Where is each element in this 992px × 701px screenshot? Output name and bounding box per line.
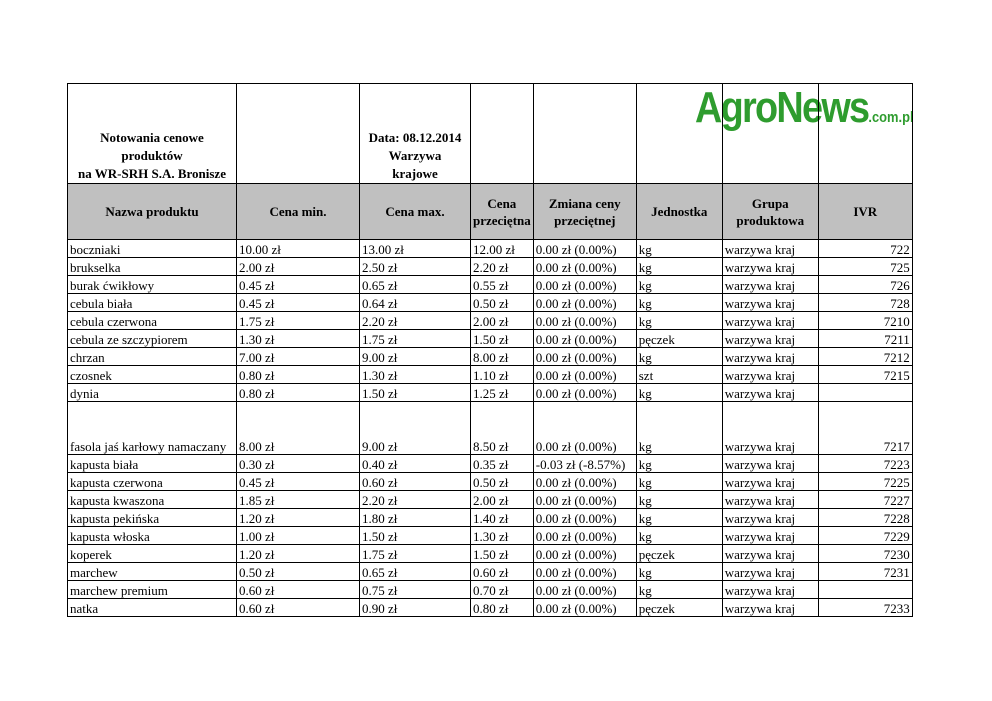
- price-avg-cell: 2.00 zł: [471, 491, 534, 509]
- unit-cell: kg: [636, 348, 722, 366]
- product-group-cell: warzywa kraj: [722, 563, 818, 581]
- price-min-cell: 1.20 zł: [237, 509, 360, 527]
- table-row: [68, 312, 913, 330]
- product-group-cell: warzywa kraj: [722, 312, 818, 330]
- price-max-cell: 9.00 zł: [360, 402, 471, 455]
- product-name-cell: natka: [68, 599, 237, 617]
- product-group-cell: warzywa kraj: [722, 348, 818, 366]
- price-table: [67, 83, 913, 617]
- product-group-cell: warzywa kraj: [722, 294, 818, 312]
- table-row: [68, 545, 913, 563]
- price-avg-cell: 1.50 zł: [471, 330, 534, 348]
- price-max-cell: 0.65 zł: [360, 563, 471, 581]
- price-avg-cell: 1.30 zł: [471, 527, 534, 545]
- price-change-cell: 0.00 zł (0.00%): [533, 240, 636, 258]
- table-row: [68, 276, 913, 294]
- price-min-cell: 0.45 zł: [237, 473, 360, 491]
- product-group-cell: warzywa kraj: [722, 599, 818, 617]
- price-avg-cell: 0.35 zł: [471, 455, 534, 473]
- price-change-cell: -0.03 zł (-8.57%): [533, 455, 636, 473]
- ivr-code-cell: 7231: [818, 563, 912, 581]
- ivr-code-cell: [818, 581, 912, 599]
- unit-cell: kg: [636, 527, 722, 545]
- table-row: [68, 599, 913, 617]
- price-max-cell: 1.50 zł: [360, 384, 471, 402]
- unit-cell: kg: [636, 402, 722, 455]
- price-avg-cell: 2.20 zł: [471, 258, 534, 276]
- product-group-cell: warzywa kraj: [722, 366, 818, 384]
- price-avg-cell: 12.00 zł: [471, 240, 534, 258]
- price-max-cell: 9.00 zł: [360, 348, 471, 366]
- unit-cell: kg: [636, 455, 722, 473]
- product-group-cell: warzywa kraj: [722, 258, 818, 276]
- price-max-cell: 0.64 zł: [360, 294, 471, 312]
- unit-cell: pęczek: [636, 545, 722, 563]
- col-header-name: Nazwa produktu: [68, 184, 237, 240]
- price-avg-cell: 8.50 zł: [471, 402, 534, 455]
- ivr-code-cell: 7217: [818, 402, 912, 455]
- unit-cell: kg: [636, 581, 722, 599]
- product-name-cell: kapusta czerwona: [68, 473, 237, 491]
- unit-cell: pęczek: [636, 599, 722, 617]
- price-max-cell: 1.75 zł: [360, 545, 471, 563]
- ivr-code-cell: 725: [818, 258, 912, 276]
- price-max-cell: 0.90 zł: [360, 599, 471, 617]
- unit-cell: kg: [636, 491, 722, 509]
- unit-cell: kg: [636, 294, 722, 312]
- price-change-cell: 0.00 zł (0.00%): [533, 402, 636, 455]
- ivr-code-cell: 7228: [818, 509, 912, 527]
- product-group-cell: warzywa kraj: [722, 509, 818, 527]
- ivr-code-cell: 7229: [818, 527, 912, 545]
- ivr-code-cell: 7215: [818, 366, 912, 384]
- price-avg-cell: 1.40 zł: [471, 509, 534, 527]
- price-min-cell: 0.45 zł: [237, 276, 360, 294]
- price-avg-cell: 0.80 zł: [471, 599, 534, 617]
- price-change-cell: 0.00 zł (0.00%): [533, 348, 636, 366]
- price-max-cell: 0.65 zł: [360, 276, 471, 294]
- price-max-cell: 1.80 zł: [360, 509, 471, 527]
- product-name-cell: boczniaki: [68, 240, 237, 258]
- table-row: [68, 384, 913, 402]
- price-min-cell: 0.50 zł: [237, 563, 360, 581]
- ivr-code-cell: 722: [818, 240, 912, 258]
- unit-cell: kg: [636, 240, 722, 258]
- product-group-cell: warzywa kraj: [722, 402, 818, 455]
- product-name-cell: kapusta pekińska: [68, 509, 237, 527]
- price-avg-cell: 1.25 zł: [471, 384, 534, 402]
- product-name-cell: kapusta biała: [68, 455, 237, 473]
- title-row: [68, 84, 913, 184]
- table-row: [68, 491, 913, 509]
- product-group-cell: warzywa kraj: [722, 491, 818, 509]
- ivr-code-cell: 728: [818, 294, 912, 312]
- price-min-cell: 7.00 zł: [237, 348, 360, 366]
- price-change-cell: 0.00 zł (0.00%): [533, 509, 636, 527]
- product-name-cell: burak ćwikłowy: [68, 276, 237, 294]
- price-change-cell: 0.00 zł (0.00%): [533, 491, 636, 509]
- col-header-max: Cena max.: [360, 184, 471, 240]
- product-name-cell: cebula ze szczypiorem: [68, 330, 237, 348]
- product-name-cell: chrzan: [68, 348, 237, 366]
- price-avg-cell: 0.50 zł: [471, 294, 534, 312]
- price-avg-cell: 0.55 zł: [471, 276, 534, 294]
- table-row: [68, 402, 913, 455]
- price-min-cell: 0.60 zł: [237, 581, 360, 599]
- unit-cell: kg: [636, 509, 722, 527]
- product-name-cell: kapusta kwaszona: [68, 491, 237, 509]
- unit-cell: kg: [636, 384, 722, 402]
- price-change-cell: 0.00 zł (0.00%): [533, 312, 636, 330]
- price-min-cell: 0.60 zł: [237, 599, 360, 617]
- ivr-code-cell: 7211: [818, 330, 912, 348]
- price-min-cell: 0.80 zł: [237, 384, 360, 402]
- price-change-cell: 0.00 zł (0.00%): [533, 276, 636, 294]
- unit-cell: pęczek: [636, 330, 722, 348]
- price-change-cell: 0.00 zł (0.00%): [533, 563, 636, 581]
- product-group-cell: warzywa kraj: [722, 276, 818, 294]
- ivr-code-cell: 7227: [818, 491, 912, 509]
- ivr-code-cell: 7233: [818, 599, 912, 617]
- price-max-cell: 2.20 zł: [360, 491, 471, 509]
- product-name-cell: dynia: [68, 384, 237, 402]
- product-name-cell: marchew: [68, 563, 237, 581]
- price-min-cell: 1.20 zł: [237, 545, 360, 563]
- col-header-ivr: IVR: [818, 184, 912, 240]
- unit-cell: kg: [636, 312, 722, 330]
- price-max-cell: 0.60 zł: [360, 473, 471, 491]
- price-change-cell: 0.00 zł (0.00%): [533, 527, 636, 545]
- product-group-cell: warzywa kraj: [722, 455, 818, 473]
- price-min-cell: 1.00 zł: [237, 527, 360, 545]
- unit-cell: kg: [636, 563, 722, 581]
- col-header-min: Cena min.: [237, 184, 360, 240]
- price-max-cell: 13.00 zł: [360, 240, 471, 258]
- product-name-cell: koperek: [68, 545, 237, 563]
- table-row: [68, 240, 913, 258]
- price-min-cell: 2.00 zł: [237, 258, 360, 276]
- price-min-cell: 0.30 zł: [237, 455, 360, 473]
- price-change-cell: 0.00 zł (0.00%): [533, 545, 636, 563]
- col-header-avg: Cena przeciętna: [471, 184, 534, 240]
- product-name-cell: cebula czerwona: [68, 312, 237, 330]
- table-row: [68, 258, 913, 276]
- ivr-code-cell: [818, 384, 912, 402]
- price-min-cell: 1.75 zł: [237, 312, 360, 330]
- price-max-cell: 1.30 zł: [360, 366, 471, 384]
- product-group-cell: warzywa kraj: [722, 545, 818, 563]
- price-change-cell: 0.00 zł (0.00%): [533, 366, 636, 384]
- price-change-cell: 0.00 zł (0.00%): [533, 384, 636, 402]
- table-row: [68, 294, 913, 312]
- table-row: [68, 348, 913, 366]
- ivr-code-cell: 7223: [818, 455, 912, 473]
- price-max-cell: 0.75 zł: [360, 581, 471, 599]
- price-avg-cell: 1.50 zł: [471, 545, 534, 563]
- table-row: [68, 527, 913, 545]
- price-max-cell: 2.20 zł: [360, 312, 471, 330]
- ivr-code-cell: 7230: [818, 545, 912, 563]
- price-min-cell: 1.30 zł: [237, 330, 360, 348]
- product-name-cell: fasola jaś karłowy namaczany: [68, 402, 237, 455]
- table-row: [68, 366, 913, 384]
- table-row: [68, 455, 913, 473]
- price-change-cell: 0.00 zł (0.00%): [533, 258, 636, 276]
- table-row: [68, 563, 913, 581]
- price-avg-cell: 2.00 zł: [471, 312, 534, 330]
- column-header-row: [68, 184, 913, 240]
- product-name-cell: brukselka: [68, 258, 237, 276]
- price-change-cell: 0.00 zł (0.00%): [533, 473, 636, 491]
- price-avg-cell: 8.00 zł: [471, 348, 534, 366]
- logo-domain-text: .com.pl: [868, 109, 914, 126]
- price-min-cell: 8.00 zł: [237, 402, 360, 455]
- price-min-cell: 1.85 zł: [237, 491, 360, 509]
- product-group-cell: warzywa kraj: [722, 240, 818, 258]
- logo-main-text: AgroNews: [695, 83, 869, 132]
- product-name-cell: marchew premium: [68, 581, 237, 599]
- product-group-cell: warzywa kraj: [722, 473, 818, 491]
- unit-cell: kg: [636, 473, 722, 491]
- price-change-cell: 0.00 zł (0.00%): [533, 330, 636, 348]
- price-change-cell: 0.00 zł (0.00%): [533, 581, 636, 599]
- product-group-cell: warzywa kraj: [722, 527, 818, 545]
- col-header-change: Zmiana ceny przeciętnej: [533, 184, 636, 240]
- price-avg-cell: 1.10 zł: [471, 366, 534, 384]
- product-name-cell: kapusta włoska: [68, 527, 237, 545]
- table-row: [68, 473, 913, 491]
- price-max-cell: 1.50 zł: [360, 527, 471, 545]
- price-min-cell: 0.45 zł: [237, 294, 360, 312]
- ivr-code-cell: 7210: [818, 312, 912, 330]
- price-avg-cell: 0.50 zł: [471, 473, 534, 491]
- price-min-cell: 10.00 zł: [237, 240, 360, 258]
- col-header-group: Grupa produktowa: [722, 184, 818, 240]
- price-avg-cell: 0.60 zł: [471, 563, 534, 581]
- price-max-cell: 1.75 zł: [360, 330, 471, 348]
- product-group-cell: warzywa kraj: [722, 384, 818, 402]
- product-group-cell: warzywa kraj: [722, 581, 818, 599]
- price-avg-cell: 0.70 zł: [471, 581, 534, 599]
- unit-cell: kg: [636, 258, 722, 276]
- ivr-code-cell: 726: [818, 276, 912, 294]
- product-name-cell: cebula biała: [68, 294, 237, 312]
- table-row: [68, 581, 913, 599]
- col-header-unit: Jednostka: [636, 184, 722, 240]
- price-max-cell: 2.50 zł: [360, 258, 471, 276]
- price-change-cell: 0.00 zł (0.00%): [533, 599, 636, 617]
- table-row: [68, 330, 913, 348]
- table-row: [68, 509, 913, 527]
- ivr-code-cell: 7225: [818, 473, 912, 491]
- price-change-cell: 0.00 zł (0.00%): [533, 294, 636, 312]
- report-date: Data: 08.12.2014 Warzywa krajowe: [360, 84, 471, 184]
- unit-cell: szt: [636, 366, 722, 384]
- unit-cell: kg: [636, 276, 722, 294]
- price-max-cell: 0.40 zł: [360, 455, 471, 473]
- price-min-cell: 0.80 zł: [237, 366, 360, 384]
- ivr-code-cell: 7212: [818, 348, 912, 366]
- report-title: Notowania cenowe produktów na WR-SRH S.A. Bronisze: [68, 84, 237, 184]
- product-name-cell: czosnek: [68, 366, 237, 384]
- product-group-cell: warzywa kraj: [722, 330, 818, 348]
